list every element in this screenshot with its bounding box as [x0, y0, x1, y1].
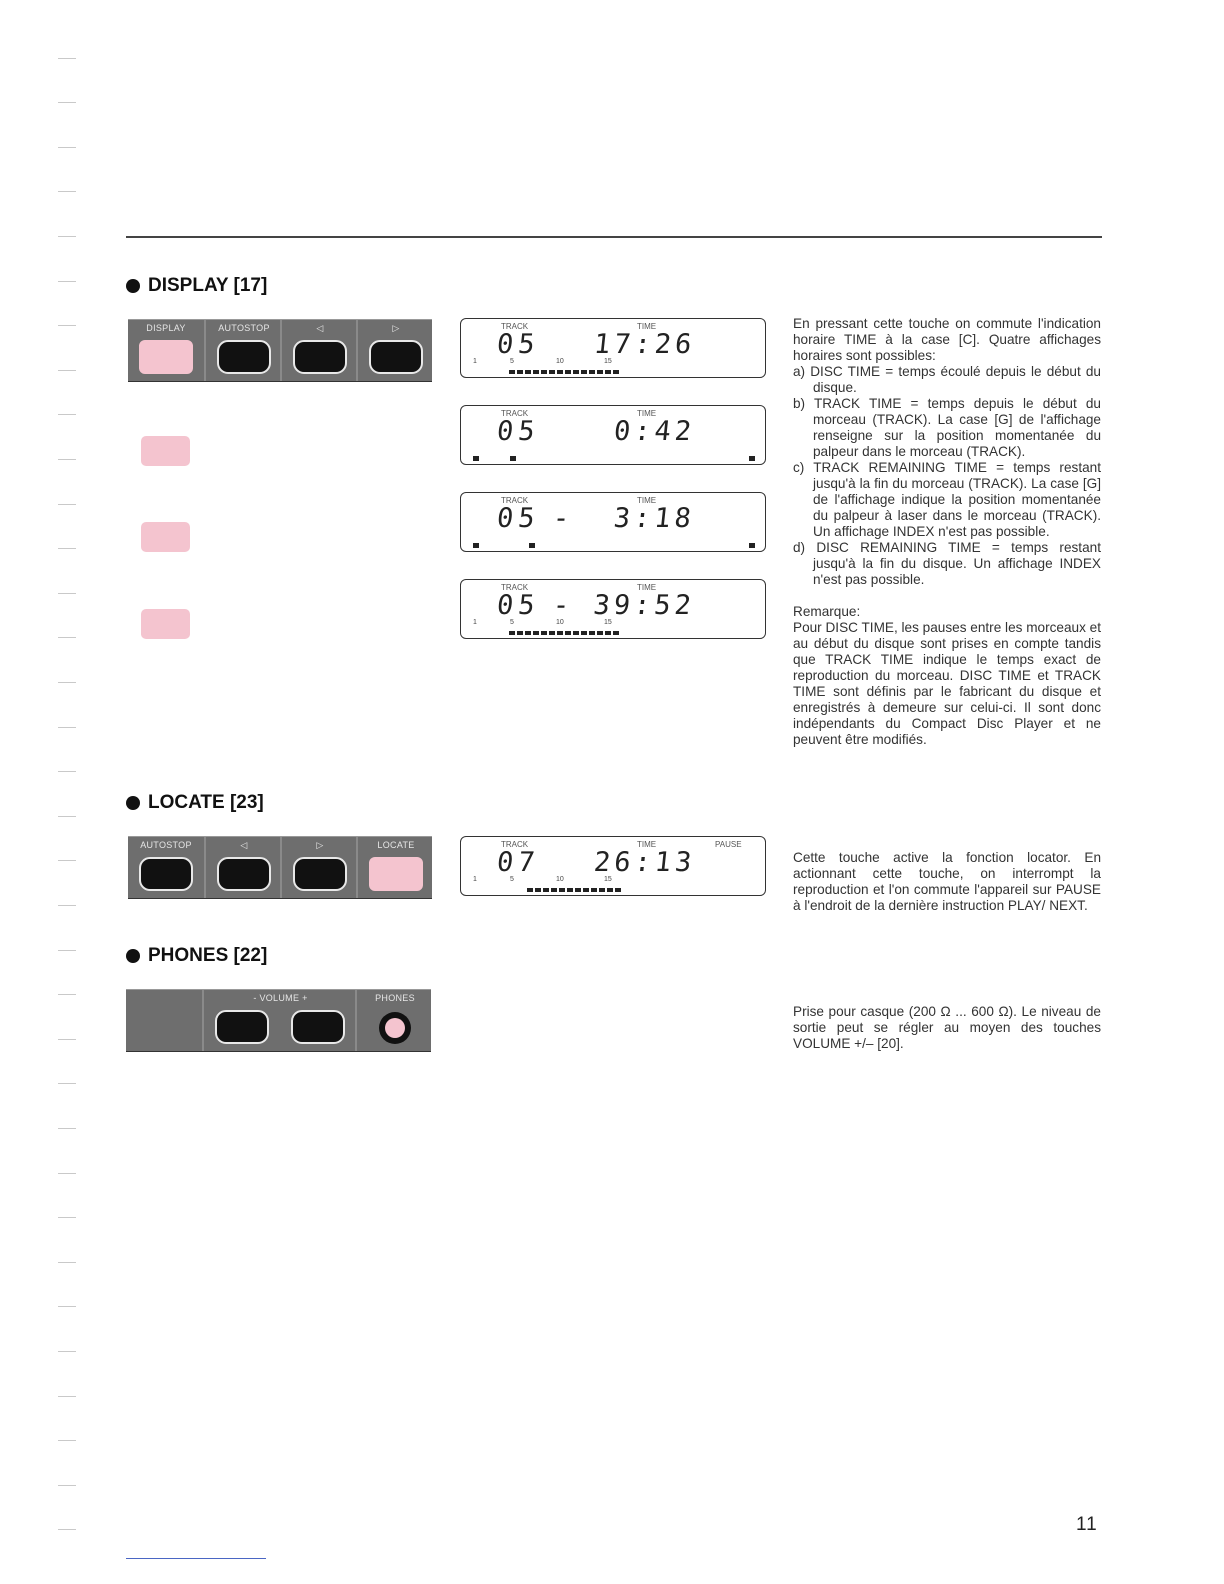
panel-cell: [128, 837, 204, 898]
panel-label: AUTOSTOP: [218, 323, 270, 333]
lcd-display-disc-time: [460, 318, 766, 378]
lcd-track-number: 05: [495, 503, 542, 534]
time-label: TIME: [637, 409, 657, 418]
display-item-c: c) TRACK REMAINING TIME = temps restant jusqu'à la fin du morceau (TRACK). La case [G] de l'affichage indique la position momentanée du palpeur à laser dans le morceau (TRACK). Un affichage INDEX n'est pas possible.: [793, 460, 1101, 539]
next-button[interactable]: [369, 340, 423, 374]
volume-up-button[interactable]: [291, 1010, 345, 1044]
lcd-time-value: 26:13: [592, 847, 697, 878]
phones-panel: [126, 989, 431, 1052]
locate-heading: LOCATE [23]: [126, 792, 264, 814]
scale-label: 15: [604, 358, 612, 365]
bullet-icon: [126, 949, 140, 963]
display-button[interactable]: [139, 340, 193, 374]
panel-cell: [202, 990, 357, 1051]
panel-label: DISPLAY: [146, 323, 186, 333]
lcd-position-marker: [749, 456, 755, 461]
display-heading: DISPLAY [17]: [126, 275, 267, 297]
panel-cell: [356, 320, 434, 381]
track-label: TRACK: [501, 409, 529, 418]
bullet-icon: [126, 279, 140, 293]
lcd-time-value: 0:42: [612, 416, 697, 447]
panel-label: LOCATE: [377, 840, 415, 850]
panel-cell: [204, 320, 282, 381]
track-label: TRACK: [501, 496, 529, 505]
panel-cell: [204, 837, 282, 898]
panel-cell: [355, 990, 433, 1051]
track-label: TRACK: [501, 583, 529, 592]
autostop-button[interactable]: [217, 340, 271, 374]
lcd-track-bar: [509, 631, 621, 635]
next-button[interactable]: [293, 857, 347, 891]
panel-label: ◁: [240, 840, 248, 850]
lcd-time-value: 17:26: [592, 329, 697, 360]
lcd-track-bar: [509, 370, 621, 374]
lcd-position-marker: [473, 456, 479, 461]
panel-cell: [128, 320, 204, 381]
scale-label: 1: [473, 619, 477, 626]
scale-label: 5: [510, 876, 514, 883]
scale-label: 10: [556, 619, 564, 626]
lcd-display-track-remaining: [460, 492, 766, 552]
scale-label: 5: [510, 358, 514, 365]
display-item-d: d) DISC REMAINING TIME = temps restant jusqu'à la fin du disque. Un affichage INDEX n'est pas possible.: [793, 540, 1101, 587]
lcd-position-marker: [473, 543, 479, 548]
lcd-display-disc-remaining: [460, 579, 766, 639]
panel-cell: [280, 837, 358, 898]
lcd-time-value: - 3:18: [551, 503, 697, 534]
track-label: TRACK: [501, 322, 529, 331]
autostop-button[interactable]: [139, 857, 193, 891]
time-label: TIME: [637, 322, 657, 331]
panel-cell: [126, 990, 202, 1051]
scale-label: 10: [556, 358, 564, 365]
track-label: TRACK: [501, 840, 529, 849]
scale-label: 1: [473, 876, 477, 883]
panel-label: ▷: [316, 840, 324, 850]
remark-text: Pour DISC TIME, les pauses entre les morceaux et au début du disque sont prises en compte tandis que TRACK TIME indique le temps exact de reproduction du morceau. DISC TIME et TRACK TIME sont définis par le fabricant du disque et enregistrés à demeure sur celui-ci. Il sont donc indépendants du Compact Disc Player et ne peuvent être modifiés.: [793, 620, 1102, 747]
volume-down-button[interactable]: [215, 1010, 269, 1044]
lcd-position-marker: [529, 543, 535, 548]
display-item-b: b) TRACK TIME = temps depuis le début du morceau (TRACK). La case [G] de l'affichage renseigne sur la position momentanée du palpeur dans le morceau (TRACK).: [793, 396, 1101, 459]
top-rule: [126, 236, 1102, 238]
lcd-display-track-time: [460, 405, 766, 465]
bottom-rule: [126, 1558, 266, 1559]
headphone-jack-icon[interactable]: [379, 1012, 411, 1044]
lcd-track-number: 07: [495, 847, 542, 878]
locate-description: Cette touche active la fonction locator. En actionnant cette touche, on interrompt la reproduction et l'on commute l'appareil sur PAUSE à l'endroit de la dernière instruction PLAY/ NEXT.: [793, 850, 1101, 913]
lcd-track-number: 05: [495, 416, 542, 447]
panel-label: PHONES: [375, 993, 415, 1003]
locate-panel: [128, 836, 432, 899]
panel-label: AUTOSTOP: [140, 840, 192, 850]
scale-label: 15: [604, 619, 612, 626]
panel-cell: [356, 837, 434, 898]
display-panel: [128, 319, 432, 382]
panel-cell: [280, 320, 358, 381]
lcd-display-locate: [460, 836, 766, 896]
display-button-press-4: [141, 609, 190, 639]
time-label: TIME: [637, 583, 657, 592]
time-label: TIME: [637, 840, 657, 849]
lcd-track-number: 05: [495, 329, 542, 360]
panel-label: ◁: [316, 323, 324, 333]
panel-label: - VOLUME +: [253, 993, 308, 1003]
display-intro: En pressant cette touche on commute l'indication horaire TIME à la case [C]. Quatre affichages horaires sont possibles:: [793, 316, 1101, 363]
previous-button[interactable]: [217, 857, 271, 891]
display-button-press-3: [141, 522, 190, 552]
display-description: [793, 316, 1101, 748]
scale-label: 1: [473, 358, 477, 365]
phones-description: Prise pour casque (200 Ω ... 600 Ω). Le niveau de sortie peut se régler au moyen des touches VOLUME +/– [20].: [793, 1004, 1101, 1051]
remark-title: Remarque:: [793, 604, 861, 619]
locate-button[interactable]: [369, 857, 423, 891]
display-button-press-2: [141, 436, 190, 466]
lcd-position-marker: [749, 543, 755, 548]
display-item-a: a) DISC TIME = temps écoulé depuis le début du disque.: [793, 364, 1101, 395]
lcd-position-marker: [510, 456, 516, 461]
scale-label: 15: [604, 876, 612, 883]
scale-label: 5: [510, 619, 514, 626]
lcd-track-bar: [527, 888, 621, 892]
lcd-track-number: 05: [495, 590, 542, 621]
previous-button[interactable]: [293, 340, 347, 374]
page-number: 11: [1076, 1514, 1098, 1535]
lcd-time-value: - 39:52: [551, 590, 697, 621]
phones-heading: PHONES [22]: [126, 945, 267, 967]
bullet-icon: [126, 796, 140, 810]
scale-label: 10: [556, 876, 564, 883]
time-label: TIME: [637, 496, 657, 505]
panel-label: ▷: [392, 323, 400, 333]
pause-label: PAUSE: [715, 840, 742, 849]
